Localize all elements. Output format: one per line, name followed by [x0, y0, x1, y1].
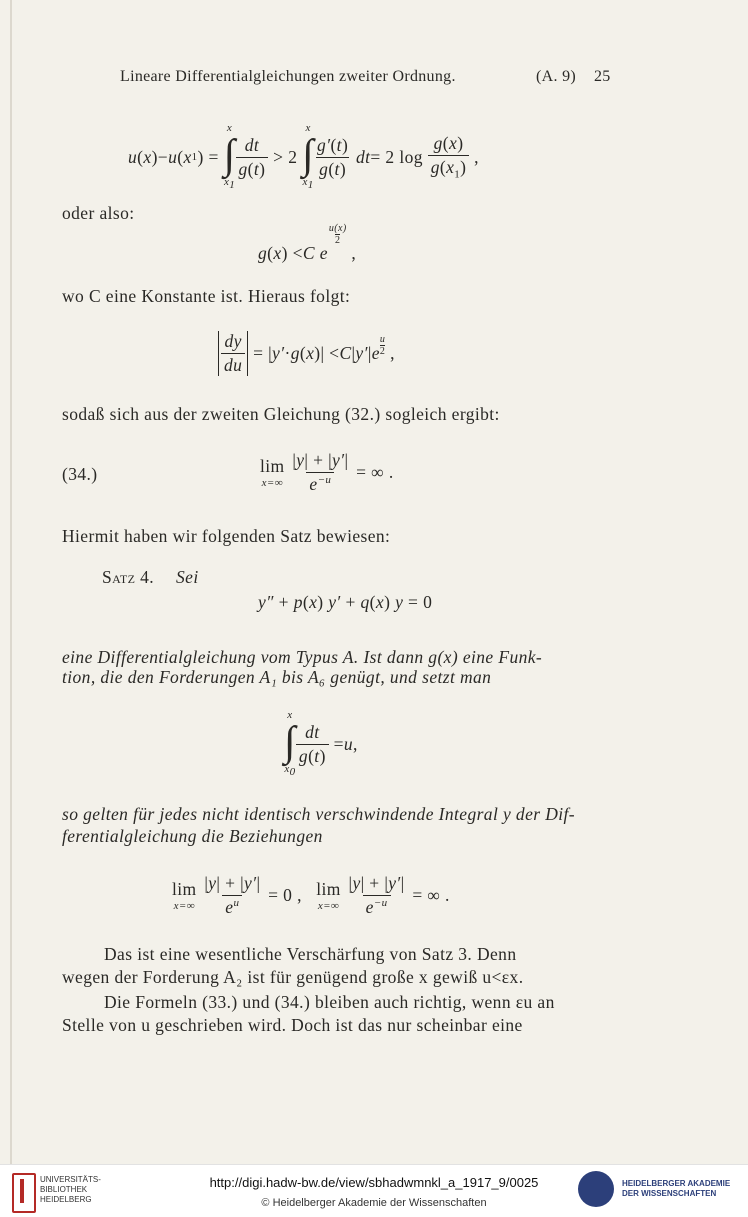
viewer-footer — [0, 1164, 748, 1217]
equation-limits: lim x=∞ $\frac{|y| + |y'|}{e^u}$ = 0 , lim x=∞ $\frac{|y| + |y'|}{e^{-u}}$ = ∞ . — [172, 872, 450, 917]
equation-differential: y″ + p(x) y′ + q(x) y = 0 — [258, 592, 433, 612]
university-library-text: UNIVERSITÄTS- BIBLIOTHEK HEIDELBERG — [40, 1175, 101, 1204]
theorem-sei: Sei — [176, 567, 199, 587]
so-gelten-line-2: ferentialgleichung die Beziehungen — [62, 826, 323, 846]
paragraph-1-line-2: wegen der Forderung A₂ ist für genügend große x gewiß u<εx. — [62, 967, 524, 987]
text-hiermit: Hiermit haben wir folgenden Satz bewiesen: — [62, 526, 391, 546]
paragraph-2-line-1: Die Formeln (33.) und (34.) bleiben auch richtig, wenn εu an — [104, 992, 555, 1012]
page-number: 25 — [594, 68, 611, 85]
page-edge — [10, 0, 12, 1164]
academy-seal-icon — [578, 1171, 614, 1207]
equation-34: lim x=∞ $\frac{|y| + |y'|}{e^{-u}}$ = ∞ . — [260, 449, 394, 494]
theorem-line-2: tion, die den Forderungen A₁ bis A₆ genügt, und setzt man — [62, 667, 492, 687]
paragraph-2-line-2: Stelle von u geschrieben wird. Doch ist das nur scheinbar eine — [62, 1015, 523, 1035]
copyright-text: © Heidelberger Akademie der Wissenschaften — [261, 1197, 487, 1209]
equation-u-definition: x ∫ $x_0$ $\frac{dt}{g(t)}$ = u , — [284, 709, 358, 779]
paragraph-1-line-1: Das ist eine wesentliche Verschärfung von Satz 3. Denn — [104, 944, 517, 964]
equation-integral-log: u ( x )− u ( x 1 ) = x ∫ $x_1$ $\frac{dt}{g(t)}$ > 2 x ∫ $x_1$ $\frac{g'(t)}{g(t)}$ dt = 2 log $\frac{g(x)}{g(x_1)}$ , — [128, 122, 479, 192]
document-url-link[interactable]: http://digi.hadw-bw.de/view/sbhadwmnkl_a_1917_9/0025 — [209, 1175, 539, 1190]
running-header-section: (A. 9) — [536, 68, 577, 85]
equation-label-34: (34.) — [62, 464, 98, 484]
running-header-title: Lineare Differentialgleichungen zweiter Ordnung. — [120, 68, 456, 85]
so-gelten-line-1: so gelten für jedes nicht identisch verschwindende Integral y der Dif- — [62, 804, 576, 824]
academy-name-text: HEIDELBERGER AKADEMIE DER WISSENSCHAFTEN — [622, 1179, 731, 1198]
equation-bound-g: g ( x ) < C e u(x) 2 , — [258, 223, 357, 263]
theorem-label: Satz 4. — [102, 567, 155, 587]
equation-derivative-bound: $\frac{dy}{du}$ = | y′ · g ( x )| < C | y′ | e u 2 , — [218, 326, 395, 380]
text-sodass: sodaß sich aus der zweiten Gleichung (32.) sogleich ergibt: — [62, 404, 500, 424]
theorem-line-1: eine Differentialgleichung vom Typus A. Ist dann g(x) eine Funk- — [62, 647, 543, 667]
text-oder-also: oder also: — [62, 203, 135, 223]
text-wo-c: wo C eine Konstante ist. Hieraus folgt: — [62, 286, 351, 306]
